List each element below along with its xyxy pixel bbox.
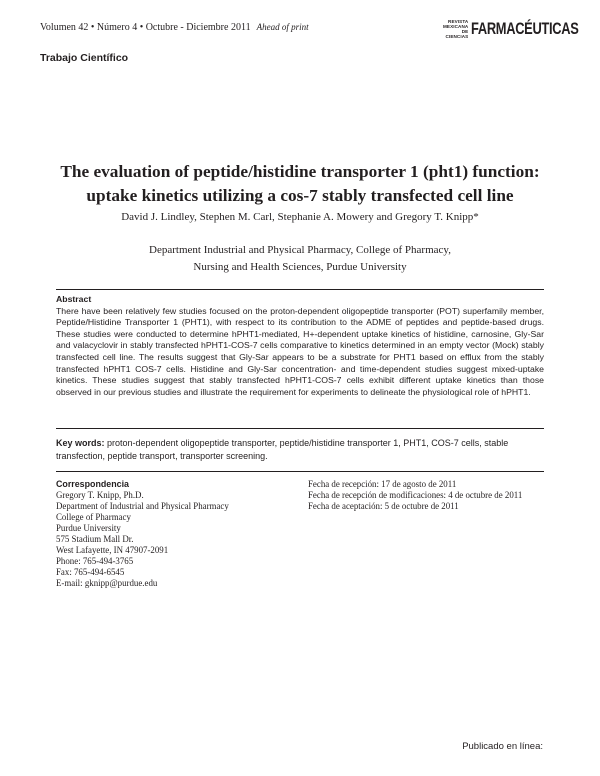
date-accepted: Fecha de aceptación: 5 de octubre de 2011 [308, 501, 459, 512]
title-line: The evaluation of peptide/histidine transporter 1 (pht1) function: [60, 162, 540, 181]
date-modified: Fecha de recepción de modificaciones: 4 de octubre de 2011 [308, 490, 523, 501]
journal-issue-info [40, 22, 309, 33]
issue-text: Volumen 42 • Número 4 • Octubre - Diciembre 2011 [40, 22, 251, 33]
logo-big-text: FARMACÉUTICAS [471, 19, 579, 38]
keywords-heading: Key words: [56, 438, 105, 448]
journal-logo [443, 19, 600, 39]
correspondence-heading: Correspondencia [56, 479, 129, 489]
keywords-top-divider [56, 428, 544, 429]
abstract-top-divider [56, 289, 544, 290]
logo-small-text [443, 19, 468, 39]
correspondence-line: 575 Stadium Mall Dr. [56, 534, 134, 545]
abstract-text: There have been relatively few studies focused on the proton-dependent oligopeptide transporter (POT) superfamily member, Peptide/Histidine Transporter 1 (PHT1), with respect to its contribution to the ADME of peptides and peptide-based drugs. These studies were conducted to determine hPHT1-mediated, H+-dependent uptake kinetics of histidine, carnosine, Gly-Sar and valacyclovir in stably transfected hPHT1-COS-7 cells comparative to kinetics determined in an empty vector (Mock) stably transfected cell line. The results suggest that Gly-Sar appears to be a substrate for PHT1 based on efflux from the stably transfected hPHT1 COS-7 cells. Histidine and Gly-Sar concentration- and time-dependent studies suggest mixed-uptake kinetics. These studies suggest that stably transfected hPHT1-COS-7 cells exhibit different uptake kinetics than those observed in our previous studies and illustrate the requirement for experiments to delineate the physiological role of hPHT1. [56, 305, 544, 397]
correspondence-line: Purdue University [56, 523, 121, 534]
published-online-label: Publicado en línea: [462, 741, 543, 752]
affiliation [30, 242, 570, 276]
abstract-section [56, 294, 544, 398]
logo-small-line: DE CIENCIAS [445, 29, 469, 39]
article-title [30, 160, 570, 208]
abstract-heading: Abstract [56, 294, 92, 304]
keywords-text: proton-dependent oligopeptide transporter, peptide/histidine transporter 1, PHT1, COS-7 cells, stable transfection, peptide transport, transporter screening. [56, 438, 509, 461]
keywords-section [56, 437, 544, 462]
logo-small-line: REVISTA [448, 19, 469, 24]
correspondence-top-divider [56, 471, 544, 472]
dates-block [308, 479, 558, 512]
correspondence-line: Fax: 765-494-6545 [56, 567, 125, 578]
date-received: Fecha de recepción: 17 de agosto de 2011 [308, 479, 457, 489]
ahead-of-print-label: Ahead of print [256, 22, 309, 32]
correspondence-line: West Lafayette, IN 47907-2091 [56, 545, 169, 556]
correspondence-line: Phone: 765-494-3765 [56, 556, 134, 567]
correspondence-email[interactable]: E-mail: gknipp@purdue.edu [56, 578, 158, 589]
author-list: David J. Lindley, Stephen M. Carl, Stephanie A. Mowery and Gregory T. Knipp* [121, 211, 479, 223]
affiliation-line: Department Industrial and Physical Pharmacy, College of Pharmacy, [149, 244, 451, 256]
logo-small-line: MEXICANA [443, 24, 469, 29]
correspondence-line: Department of Industrial and Physical Pharmacy [56, 501, 229, 512]
affiliation-line: Nursing and Health Sciences, Purdue University [193, 261, 407, 273]
section-label: Trabajo Científico [40, 52, 129, 64]
correspondence-block [56, 479, 296, 589]
correspondence-line: College of Pharmacy [56, 512, 131, 523]
title-line: uptake kinetics utilizing a cos-7 stably transfected cell line [86, 186, 514, 205]
correspondence-line: Gregory T. Knipp, Ph.D. [56, 490, 144, 501]
